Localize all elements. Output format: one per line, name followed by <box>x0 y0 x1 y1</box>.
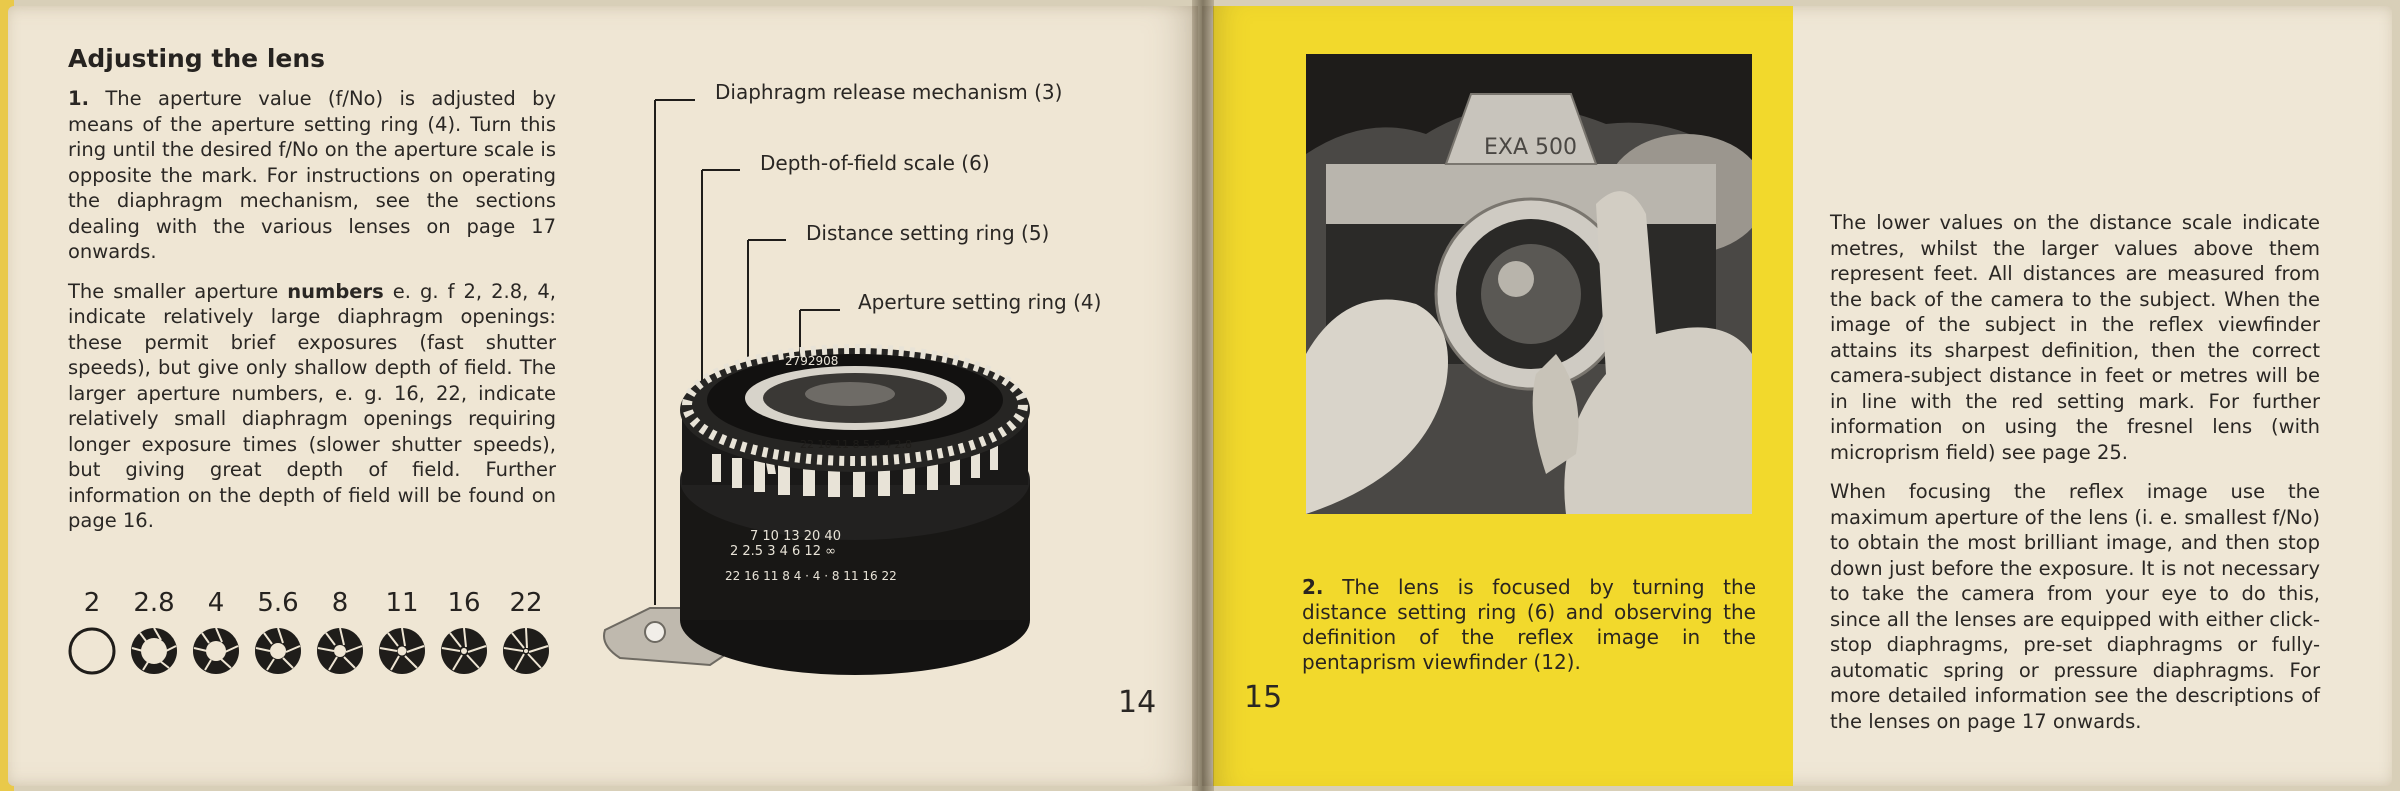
paragraph-2 <box>68 279 556 534</box>
aperture-iris-icon <box>253 626 303 676</box>
aperture-diagram-row <box>66 588 566 688</box>
caption-number: 2. <box>1302 575 1324 599</box>
aperture-item <box>190 588 242 676</box>
aperture-item <box>500 588 552 676</box>
paragraph-1-text: The aperture value (f/No) is adjusted by means of the aperture setting ring (4). Turn this ring until the desired f/No on the aperture scale is opposite the mark. For instructions on operating the diaphragm mechanism, see the sections dealing with the various lenses on page 17 onwards. <box>68 87 556 263</box>
paragraph-2-bold: numbers <box>287 279 384 303</box>
callout-depth-of-field: Depth-of-field scale (6) <box>760 151 990 175</box>
lens-dof-scale: 22 16 11 8 4 · 4 · 8 11 16 22 <box>725 569 897 583</box>
aperture-label: 8 <box>331 588 349 618</box>
aperture-iris-icon <box>129 626 179 676</box>
photo-caption <box>1302 575 1756 675</box>
aperture-iris-icon <box>501 626 551 676</box>
right-body-text <box>1830 210 2320 748</box>
aperture-iris-icon <box>439 626 489 676</box>
aperture-label: 2.8 <box>133 588 175 618</box>
aperture-iris-icon <box>377 626 427 676</box>
callout-distance-ring: Distance setting ring (5) <box>806 221 1050 245</box>
lens-serial: 2792908 <box>785 354 839 368</box>
callout-diaphragm-release: Diaphragm release mechanism (3) <box>715 80 1063 104</box>
aperture-open-icon <box>67 626 117 676</box>
svg-text:7 10 13 20 40: 7 10 13 20 40 <box>750 529 841 544</box>
gutter <box>1192 0 1214 791</box>
right-paragraph-1: The lower values on the distance scale indicate metres, whilst the larger values above them represent feet. All distances are measured from the back of the camera to the subject. When the image of the subject in the reflex viewfinder attains its sharpest definition, then the correct camera-subject distance in feet or metres will be in line with the red setting mark. For further information on using the fresnel lens (with microprism field) see page 25. <box>1830 211 2320 464</box>
aperture-label: 22 <box>509 588 543 618</box>
camera-brand-text: EXA 500 <box>1484 135 1578 160</box>
aperture-iris-icon <box>191 626 241 676</box>
section-heading: Adjusting the lens <box>68 44 326 73</box>
aperture-item <box>66 588 118 676</box>
paragraph-1-number: 1. <box>68 87 89 110</box>
photo-illustration <box>1306 54 1752 514</box>
aperture-label: 4 <box>207 588 225 618</box>
lens-aperture-scale: 22 16 11 8 5.6 4 2.8 <box>800 438 912 451</box>
aperture-item <box>252 588 304 676</box>
paragraph-2-pre: The smaller aperture <box>68 279 279 303</box>
paragraph-2-post: e. g. f 2, 2.8, 4, indicate relatively large diaphragm openings: these permit brief exposures (fast shutter speeds), but give only shallow depth of field. The larger aperture numbers, e. g. 16, 22, indicate relatively small diaphragm openings requiring longer exposure times (slower shutter speeds), but giving great depth of field. Further information on the depth of field will be found on page 16. <box>68 279 556 532</box>
page-number-left: 14 <box>1118 685 1157 720</box>
aperture-label: 5.6 <box>257 588 299 618</box>
aperture-item <box>376 588 428 676</box>
left-body-text <box>68 86 556 548</box>
right-paragraph-2: When focusing the reflex image use the maximum aperture of the lens (i. e. smallest f/No) to obtain the most brilliant image, and then stop down just before the exposure. It is not necessary to take the camera from your eye to do this, since all the lenses are equipped with either click-stop diaphragms, pre-set diaphragms or fully-automatic spring or pressure diaphragms. For more detailed information see the descriptions of the lenses on page 17 onwards. <box>1830 480 2320 733</box>
aperture-label: 2 <box>83 588 101 618</box>
lens-diagram <box>600 60 1120 710</box>
aperture-item <box>314 588 366 676</box>
aperture-label: 16 <box>447 588 481 618</box>
camera-photo <box>1306 54 1752 514</box>
svg-text:2 2.5 3 4 6 12 ∞: 2 2.5 3 4 6 12 ∞ <box>730 544 836 559</box>
aperture-item <box>128 588 180 676</box>
aperture-label: 11 <box>385 588 419 618</box>
caption-text: The lens is focused by turning the distance setting ring (6) and observing the definition of the reflex image in the pentaprism viewfinder (12). <box>1302 575 1756 674</box>
aperture-item <box>438 588 490 676</box>
paragraph-1 <box>68 86 556 265</box>
page-number-right: 15 <box>1244 680 1283 715</box>
callout-aperture-ring: Aperture setting ring (4) <box>858 290 1102 314</box>
aperture-iris-icon <box>315 626 365 676</box>
